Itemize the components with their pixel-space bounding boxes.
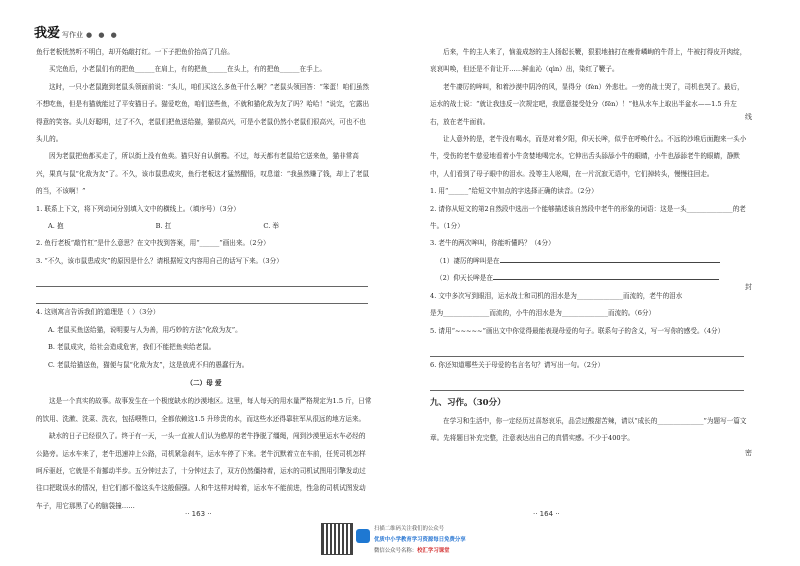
qr-code-icon[interactable] xyxy=(321,523,353,555)
footer-scan: 扫描二维码关注我们的公众号 xyxy=(374,526,445,532)
question-4: 4. 这则寓言告诉我们的道理是（ ）（3分） xyxy=(36,308,160,317)
answer-line[interactable] xyxy=(430,340,744,357)
section-heading: 九、习作。（30分） xyxy=(430,398,506,409)
binding-mark: 密 xyxy=(745,449,752,457)
footer-slogan: 优质中小学教育学习资源每日免费分享 xyxy=(374,537,466,543)
binding-mark: 线 xyxy=(745,113,752,121)
brand-logo: 我爱 写作业 ● ● ● xyxy=(34,26,119,41)
paragraph: 鱼行老板恍然听不明白，却开始敲打红。一下子把鱼价抬高了几倍。 xyxy=(36,48,234,56)
paragraph: 让人意外的是，老牛没有喝水，而是对着夕阳，仰天长哞，似乎在呼唤什么。不远的沙堆后面跑来一头小牛，受伤的老牛慈爱地看着小牛贪婪地喝完水，它伸出舌头舔舔小牛的眼睛，小牛也舔舔老牛的眼睛，静默中，人们看到了母子眼中的泪水。没等主人吆喝，在一片沉寂无语中，它们掉转头，慢慢往回走。 xyxy=(430,135,747,178)
answer-blank[interactable] xyxy=(493,270,719,280)
question-6: 6. 你还知道哪些关于母爱的名言名句？请写出一句。（2分） xyxy=(430,360,605,369)
paragraph: 老牛凄厉的哞叫，和着沙漠中阴冷的风，显得分（fèn）外悲壮。一旁的战士哭了，司机也哭了。最后，运水的战士说：“就让我违反一次规定吧，我愿意接受处分（fēn）！”他从水车上取出半盆水——1.5 升左右，放在老牛面前。 xyxy=(430,82,744,126)
question-3: 3. “不久，该市鼠患成灾”的原因是什么？请根据短文内容用自己的话写下来。（3分） xyxy=(36,256,283,265)
q4-option-b: B. 老鼠成灾，给社会造成危害，我们不能把鱼卖给老鼠。 xyxy=(48,343,216,352)
question-1: 1. 用“______”给短文中加点的字选择正确的读音。（2分） xyxy=(430,187,598,196)
question-4b: 是为______________而流的，小牛的泪水是为______________而流的。（6分） xyxy=(430,309,656,318)
essay-prompt: 在学习和生活中，你一定经历过喜怒哀乐，品尝过酸甜苦辣，请以“成长的______________”为题写一篇文章。先将题目补充完整，注意表达出自己的真情实感。不少于400字。 xyxy=(430,416,747,443)
question-1: 1. 联系上下文，将下列动词分别填入文中的横线上。（填序号）（3分） xyxy=(36,204,240,213)
q4-option-c: C. 老鼠给猫送鱼，猫便与鼠“化敌为友”，这是放虎不归的愚蠢行为。 xyxy=(48,360,249,369)
left-column xyxy=(36,44,372,515)
paragraph: 这时，一只小老鼠跑到老鼠头领面前说：“头儿，咱们买这么多鱼干什么啊？”老鼠头领回答：“笨蛋！咱们虽然不想吃鱼，但是有猫就能过了平安猫日子。猫爱吃鱼，咱们送些鱼，不就和猫化敌为友了吗？哈哈！”说完，它露出得意的笑容。头儿好聪明，过了不久，老鼠们把鱼送给猫，猫很高兴，可是小老鼠仍然小老鼠们很高兴，可也不也头儿的。 xyxy=(36,82,370,144)
q4-option-a: A. 老鼠买鱼送给猫，说明要与人为善，用巧妙的方法“化敌为友”。 xyxy=(48,325,242,334)
page-number: ·· 163 ·· xyxy=(185,510,212,518)
paragraph: 因为老鼠把鱼都买走了，所以街上没有鱼卖。猫只好自认倒霉。不过，每天都有老鼠给它送来鱼，猫非常高兴，果真与鼠“化敌为友”了。不久，该市鼠患成灾，鱼行老板这才猛然醒悟，叹息道：“我虽然赚了钱，却上了老鼠的当，不该啊！” xyxy=(36,152,370,196)
section-title: （二）母 爱 xyxy=(186,378,222,387)
question-3: 3. 老牛的两次哞叫，你能听懂吗？（4分） xyxy=(430,239,555,248)
q3-sub-1: （1）凄厉的哞叫是在 xyxy=(430,253,748,270)
question-5: 5. 请用“~~~~~”画出文中你觉得最能表现母爱的句子。联系句子的含义，写一写你的感受。（4分） xyxy=(430,326,725,335)
page-number: ·· 164 ·· xyxy=(533,510,560,518)
paragraph: 买完鱼后，小老鼠们有的把鱼______在肩上，有的把鱼______在头上，有的把鱼______在手上。 xyxy=(49,65,326,74)
paragraph: 这是一个真实的故事。故事发生在一个极度缺水的沙漠地区。这里，每人每天的用水量严格规定为1.5 斤，日常的饮用、洗漱、洗菜、洗衣，包括喂牲口，全都依赖这1.5 升珍贵的水，而这些水还得靠驻军从很远的地方运来。 xyxy=(36,397,372,423)
answer-line[interactable] xyxy=(430,374,744,391)
footer-wechat: 微信公众号名称：校汇学习课堂 xyxy=(374,548,450,554)
question-4a: 4. 文中多次写到眼泪，运水战士和司机的泪水是为______________而流的，老牛的泪水 xyxy=(430,291,683,300)
answer-line[interactable] xyxy=(36,287,368,304)
binding-mark: 封 xyxy=(745,283,752,291)
paragraph: 缺水的日子已经很久了。终于有一天，一头一直被人们认为憨厚的老牛挣脱了缰绳，闯到沙漠里运水车必经的公路旁。运水车来了，老牛迅速冲上公路，司机紧急刹车，运水车停了下来。老牛沉默着立在车前，任凭司机怎样呵斥驱赶，它就是不肯挪动半步。五分钟过去了，十分钟过去了，双方仍然僵持着，运水的司机试图用引擎发动过往口把耽误水的情况，但它们都不像这头牛这般倔强。人和牛这样对峙着，运水车不能前进，性急的司机试图发动车子，用它那黑了心的脑袋撞…… xyxy=(36,432,366,510)
q3-sub-2: （2）仰天长哞是在 xyxy=(430,270,748,287)
right-page xyxy=(400,0,800,566)
question-2: 2. 鱼行老板“敲竹杠”是什么意思？在文中找到答案，用“______”画出来。（2分） xyxy=(36,239,270,248)
question-2: 2. 请你从短文的第2自然段中选出一个能够描述该自然段中老牛的形象的词语：这是一头______________的老牛。（1分） xyxy=(430,204,746,231)
q1-options: A. 抱 B. 扛 C. 举 xyxy=(48,222,280,231)
app-badge-icon xyxy=(356,529,370,543)
right-column xyxy=(430,44,748,448)
paragraph: 后来，牛的主人来了，恼羞成怒的主人扬起长鞭，狠狠地抽打在瘦骨嶙峋的牛背上，牛被打得皮开肉绽，哀哀叫唤，但还是不肯让开……鲜血沁（qìn）出，染红了鞭子。 xyxy=(430,48,747,74)
answer-line[interactable] xyxy=(36,270,368,287)
answer-blank[interactable] xyxy=(500,253,720,263)
